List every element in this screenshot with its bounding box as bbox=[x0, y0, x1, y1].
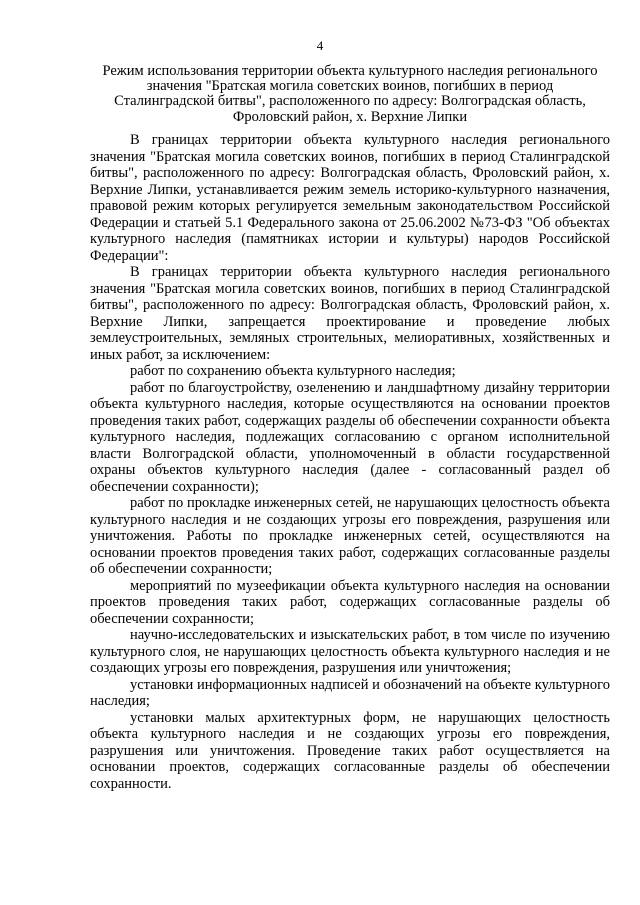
title-line: Сталинградской битвы", расположенного по адресу: Волгоградская область, bbox=[114, 93, 586, 110]
title-line: значения "Братская могила советских воинов, погибших в период bbox=[146, 78, 554, 95]
page-number: 4 bbox=[316, 38, 324, 53]
title-line: Режим использования территории объекта культурного наследия регионального bbox=[102, 63, 598, 79]
list-item: мероприятий по музеефикации объекта культурного наследия на основании проектов проведения таких работ, содержащих согласованные разделы об обеспечении сохранности; bbox=[90, 577, 610, 627]
document-title bbox=[90, 64, 610, 125]
paragraph: В границах территории объекта культурного наследия регионального значения "Братская могила советских воинов, погибших в период Сталинградской битвы", расположенного по адресу: Волгоградская область, Фроловский район, х. Верхние Липки, запрещается проектирование и проведение любых землеустроительных, земляных строительных, мелиоративных, хозяйственных и иных работ, за исключением: bbox=[90, 264, 610, 363]
document-body bbox=[90, 132, 610, 792]
list-item: работ по сохранению объекта культурного наследия; bbox=[130, 363, 456, 379]
list-item: установки информационных надписей и обозначений на объекте культурного наследия; bbox=[90, 676, 610, 709]
list-item: работ по прокладке инженерных сетей, не нарушающих целостность объекта культурного наследия и не создающих угрозы его повреждения, разрушения или уничтожения. Работы по прокладке инженерных сетей, осуществляются на основании проектов проведения таких работ, содержащих согласованные разделы об обеспечении сохранности; bbox=[90, 495, 610, 577]
list-item: работ по благоустройству, озеленению и ландшафтному дизайну территории объекта культурного наследия, которые осуществляются на основании проектов проведения таких работ, содержащих разделы об обеспечении сохранности объекта культурного наследия, подлежащих согласованию с органом исполнительной власти Волгоградской области, уполномоченный в области государственной охраны объектов культурного наследия (далее - согласованный раздел об обеспечении сохранности); bbox=[90, 379, 610, 495]
list-item: научно-исследовательских и изыскательских работ, в том числе по изучению культурного слоя, не нарушающих целостность объекта культурного наследия и не создающих угрозы его повреждения, разрушения или уничтожения; bbox=[90, 627, 610, 676]
list-item: установки малых архитектурных форм, не нарушающих целостность объекта культурного наследия и не создающих угрозы его повреждения, разрушения или уничтожения. Проведение таких работ осуществляется на основании проектов, содержащих согласованные разделы об обеспечении сохранности. bbox=[90, 709, 610, 792]
paragraph: В границах территории объекта культурного наследия регионального значения "Братская могила советских воинов, погибших в период Сталинградской битвы", расположенного по адресу: Волгоградская область, Фроловский район, х. Верхние Липки, устанавливается режим земель историко-культурного назначения, правовой режим которых регулируется земельным законодательством Российской Федерации и статьей 5.1 Федерального закона от 25.06.2002 №73-ФЗ "Об объектах культурного наследия (памятниках истории и культуры) народов Российской Федерации": bbox=[90, 132, 610, 264]
title-line: Фроловский район, х. Верхние Липки bbox=[232, 108, 468, 125]
